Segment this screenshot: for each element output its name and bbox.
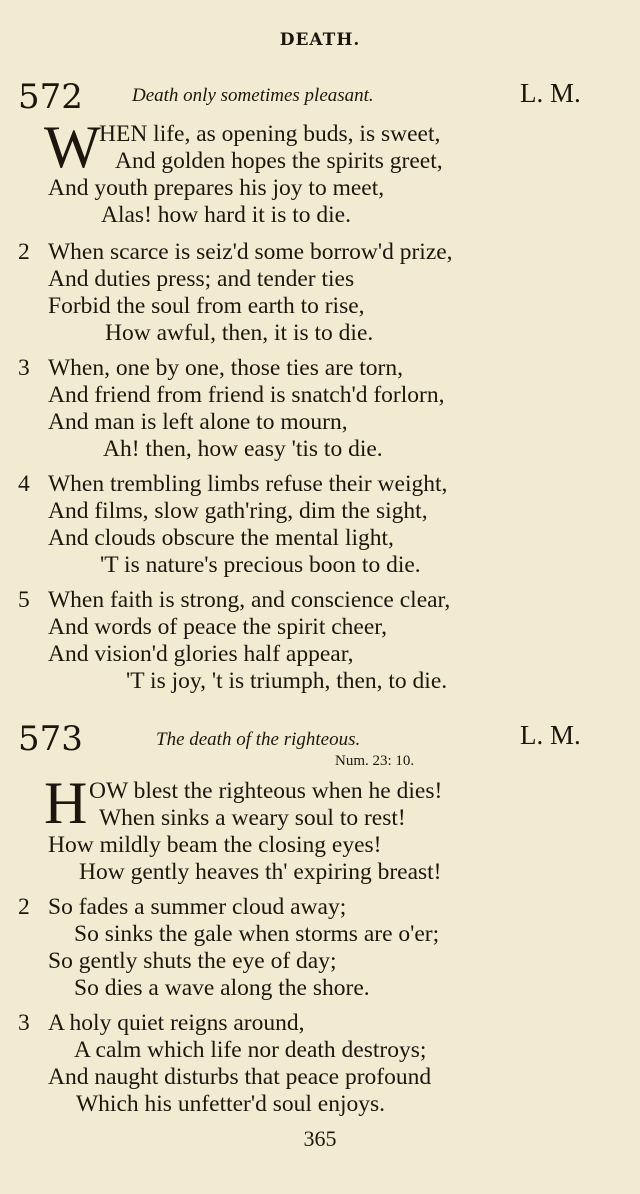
stanza-number: 2	[18, 894, 30, 920]
verse-line: How awful, then, it is to die.	[105, 320, 374, 346]
drop-cap: W	[44, 114, 101, 180]
drop-cap: H	[44, 770, 88, 836]
verse-line: A calm which life nor death destroys;	[74, 1037, 427, 1063]
verse-line: How gently heaves th' expiring breast!	[79, 859, 442, 885]
verse-line: OW blest the righteous when he dies!	[89, 778, 443, 804]
verse-line: So sinks the gale when storms are o'er;	[74, 921, 440, 947]
verse-line: When sinks a weary soul to rest!	[99, 805, 406, 831]
hymn-number: 573	[18, 719, 83, 759]
verse-line: So fades a summer cloud away;	[48, 894, 347, 920]
page-number: 365	[303, 1126, 337, 1151]
verse-line: And words of peace the spirit cheer,	[48, 614, 388, 640]
verse-line: And naught disturbs that peace profound	[48, 1064, 432, 1090]
verse-line: Forbid the soul from earth to rise,	[48, 293, 365, 319]
stanza-number: 3	[18, 355, 30, 381]
verse-line: HEN life, as opening buds, is sweet,	[99, 121, 441, 147]
verse-line: When scarce is seiz'd some borrow'd prize,	[48, 239, 453, 265]
verse-line: And clouds obscure the mental light,	[48, 525, 394, 551]
verse-line: Alas! how hard it is to die.	[101, 202, 351, 228]
section-title: DEATH.	[279, 30, 361, 50]
hymn-title: The death of the righteous.	[156, 729, 361, 750]
verse-line: And man is left alone to mourn,	[48, 409, 348, 435]
verse-line: And golden hopes the spirits greet,	[115, 148, 443, 174]
verse-line: And vision'd glories half appear,	[48, 641, 354, 667]
verse-line: Which his unfetter'd soul enjoys.	[76, 1091, 386, 1117]
verse-line: 'T is nature's precious boon to die.	[100, 552, 421, 578]
verse-line: And friend from friend is snatch'd forlorn,	[48, 382, 445, 408]
verse-line: And films, slow gath'ring, dim the sight,	[48, 498, 428, 524]
verse-line: So dies a wave along the shore.	[74, 975, 370, 1001]
hymn-number: 572	[18, 77, 83, 117]
verse-line: When, one by one, those ties are torn,	[48, 355, 404, 381]
verse-line: How mildly beam the closing eyes!	[48, 832, 382, 858]
hymn-title: Death only sometimes pleasant.	[132, 85, 374, 106]
verse-line: And youth prepares his joy to meet,	[48, 175, 385, 201]
verse-line: 'T is joy, 't is triumph, then, to die.	[126, 668, 448, 694]
stanza-number: 2	[18, 239, 30, 265]
verse-line: And duties press; and tender ties	[48, 266, 355, 292]
stanza-number: 5	[18, 587, 30, 613]
verse-line: A holy quiet reigns around,	[48, 1010, 305, 1036]
verse-line: So gently shuts the eye of day;	[48, 948, 337, 974]
verse-line: When trembling limbs refuse their weight,	[48, 471, 448, 497]
verse-line: When faith is strong, and conscience clear,	[48, 587, 451, 613]
stanza-number: 3	[18, 1010, 30, 1036]
stanza-number: 4	[18, 471, 30, 497]
hymn-meter: L. M.	[520, 78, 581, 108]
hymn-meter: L. M.	[520, 720, 581, 750]
verse-line: Ah! then, how easy 'tis to die.	[103, 436, 383, 462]
scripture-reference: Num. 23: 10.	[335, 753, 415, 769]
